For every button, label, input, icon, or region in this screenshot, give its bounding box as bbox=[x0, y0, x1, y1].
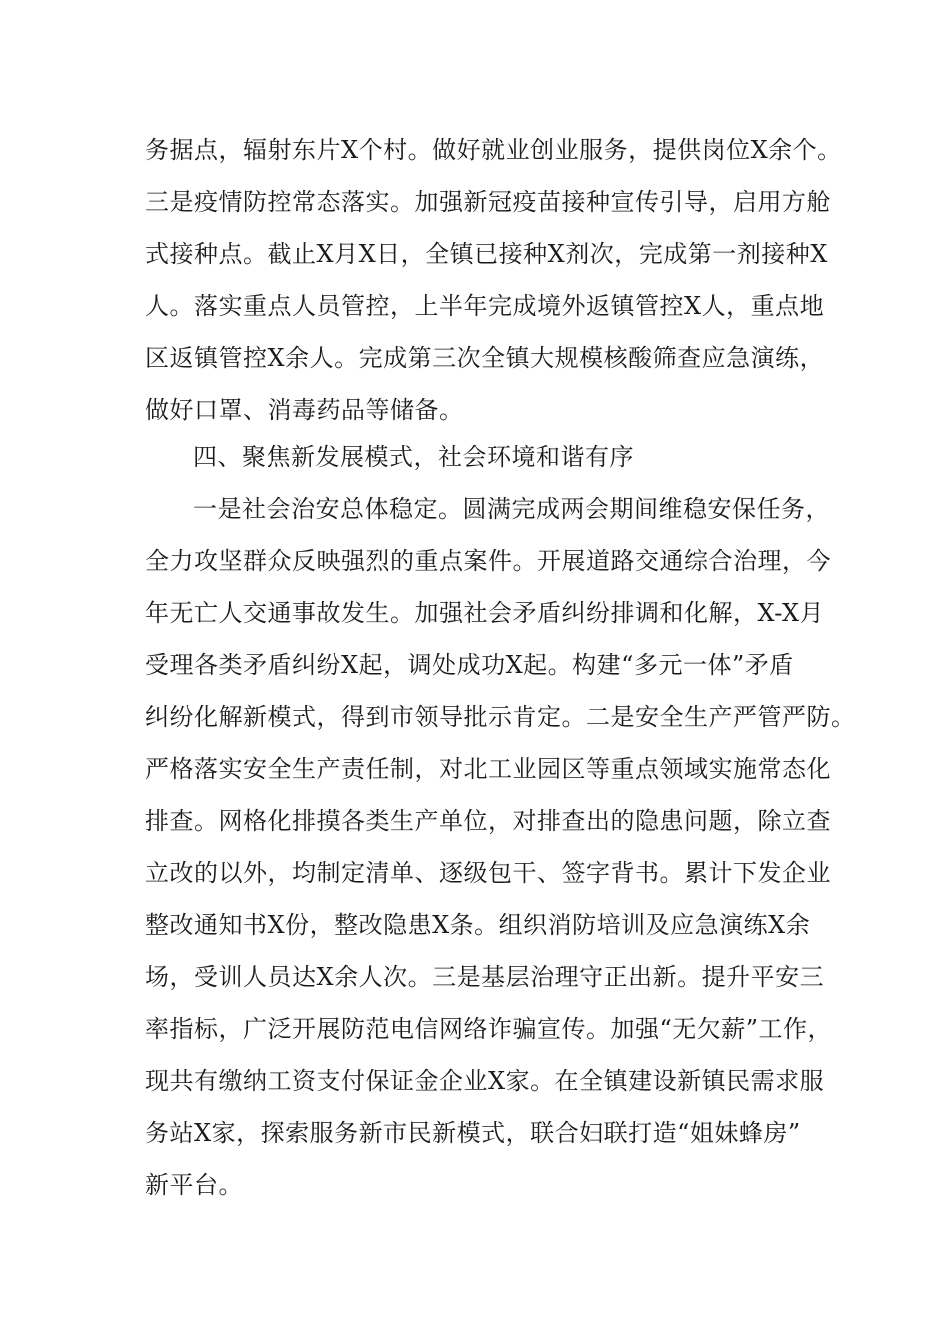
text-line: 做好口罩、消毒药品等储备。 bbox=[145, 396, 464, 424]
text-line: 立改的以外，均制定清单、逐级包干、签字背书。累计下发企业 bbox=[145, 859, 831, 887]
text-line: 一是社会治安总体稳定。圆满完成两会期间维稳安保任务， bbox=[193, 495, 830, 523]
text-line: 受理各类矛盾纠纷X起，调处成功X起。构建“多元一体”矛盾 bbox=[145, 651, 794, 679]
text-line: 人。落实重点人员管控，上半年完成境外返镇管控X人，重点地 bbox=[145, 292, 825, 320]
section-heading: 四、聚焦新发展模式，社会环境和谐有序 bbox=[193, 443, 634, 471]
text-line: 率指标，广泛开展防范电信网络诈骗宣传。加强“无欠薪”工作， bbox=[145, 1015, 833, 1043]
text-line: 务据点，辐射东片X个村。做好就业创业服务，提供岗位X余个。 bbox=[145, 136, 842, 164]
text-line: 排查。网格化排摸各类生产单位，对排查出的隐患问题，除立查 bbox=[145, 807, 831, 835]
text-line: 三是疫情防控常态落实。加强新冠疫苗接种宣传引导，启用方舱 bbox=[145, 188, 831, 216]
text-line: 新平台。 bbox=[145, 1171, 243, 1199]
text-line: 现共有缴纳工资支付保证金企业X家。在全镇建设新镇民需求服 bbox=[145, 1067, 825, 1095]
text-line: 式接种点。截止X月X日，全镇已接种X剂次，完成第一剂接种X bbox=[145, 240, 828, 268]
text-line: 整改通知书X份，整改隐患X条。组织消防培训及应急演练X余 bbox=[145, 911, 811, 939]
text-line: 年无亡人交通事故发生。加强社会矛盾纠纷排调和化解，X-X月 bbox=[145, 599, 825, 627]
text-line: 区返镇管控X余人。完成第三次全镇大规模核酸筛查应急演练， bbox=[145, 344, 825, 372]
text-line: 纠纷化解新模式，得到市领导批示肯定。二是安全生产严管严防。 bbox=[145, 703, 856, 731]
text-line: 场，受训人员达X余人次。三是基层治理守正出新。提升平安三 bbox=[145, 963, 825, 991]
text-line: 严格落实安全生产责任制，对北工业园区等重点领域实施常态化 bbox=[145, 755, 831, 783]
text-line: 务站X家，探索服务新市民新模式，联合妇联打造“姐妹蜂房” bbox=[145, 1119, 801, 1147]
text-line: 全力攻坚群众反映强烈的重点案件。开展道路交通综合治理，今 bbox=[145, 547, 831, 575]
